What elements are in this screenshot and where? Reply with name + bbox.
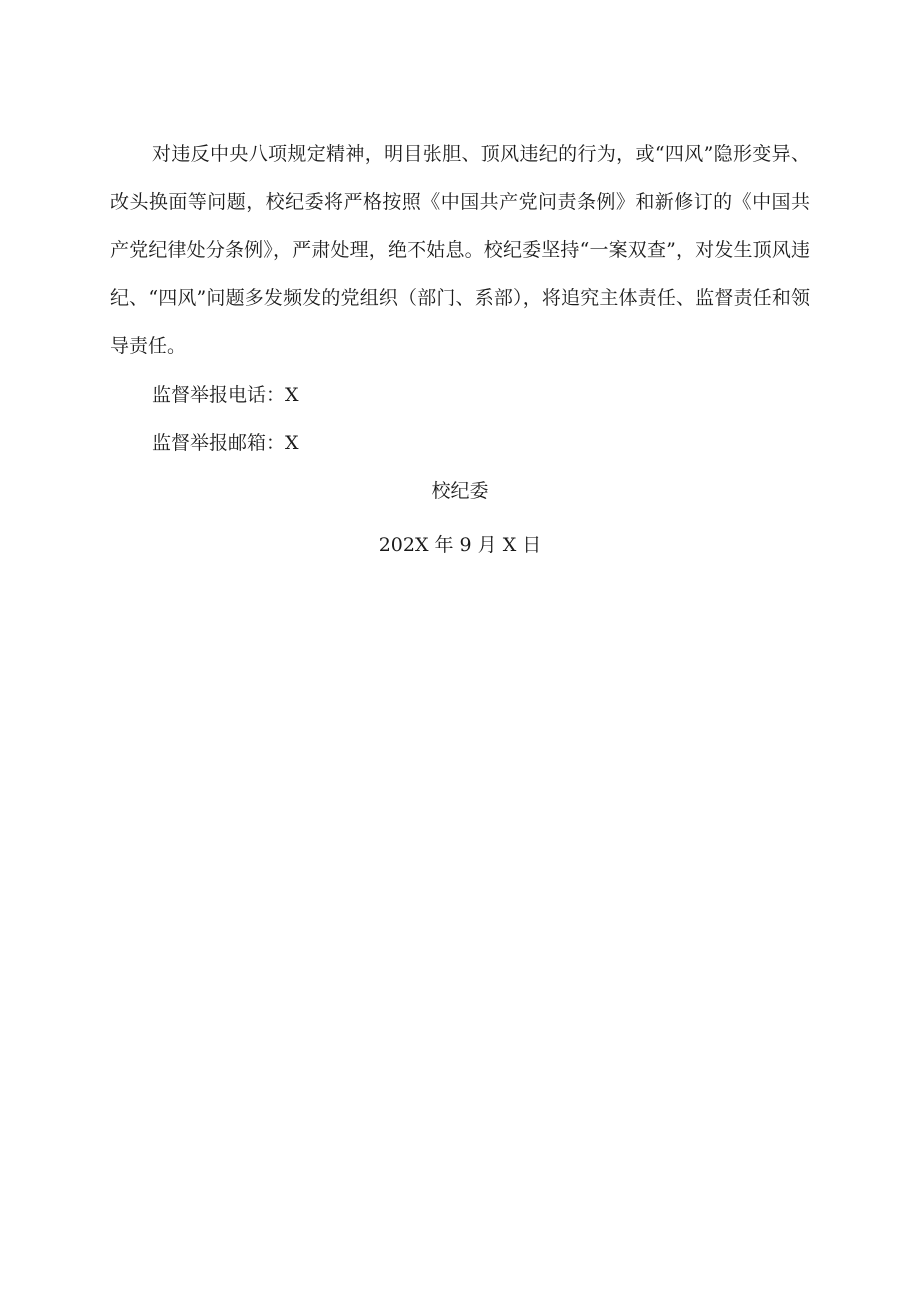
report-email-line: 监督举报邮箱：X xyxy=(152,432,299,454)
main-paragraph: 对违反中央八项规定精神，明目张胆、顶风违纪的行为，或“四风”隐形变异、改头换面等问题，校纪委将严格按照《中国共产党问责条例》和新修订的《中国共产党纪律处分条例》，严肃处理，绝不姑息。校纪委坚持“一案双查”，对发生顶风违纪、“四风”问题多发频发的党组织（部门、系部），将追究主体责任、监督责任和领导责任。 xyxy=(110,143,810,357)
signature: 校纪委 xyxy=(431,480,489,502)
main-paragraph-block xyxy=(110,130,810,370)
report-phone-line: 监督举报电话：X xyxy=(152,384,299,406)
document-date: 202X 年 9 月 X 日 xyxy=(378,534,542,556)
